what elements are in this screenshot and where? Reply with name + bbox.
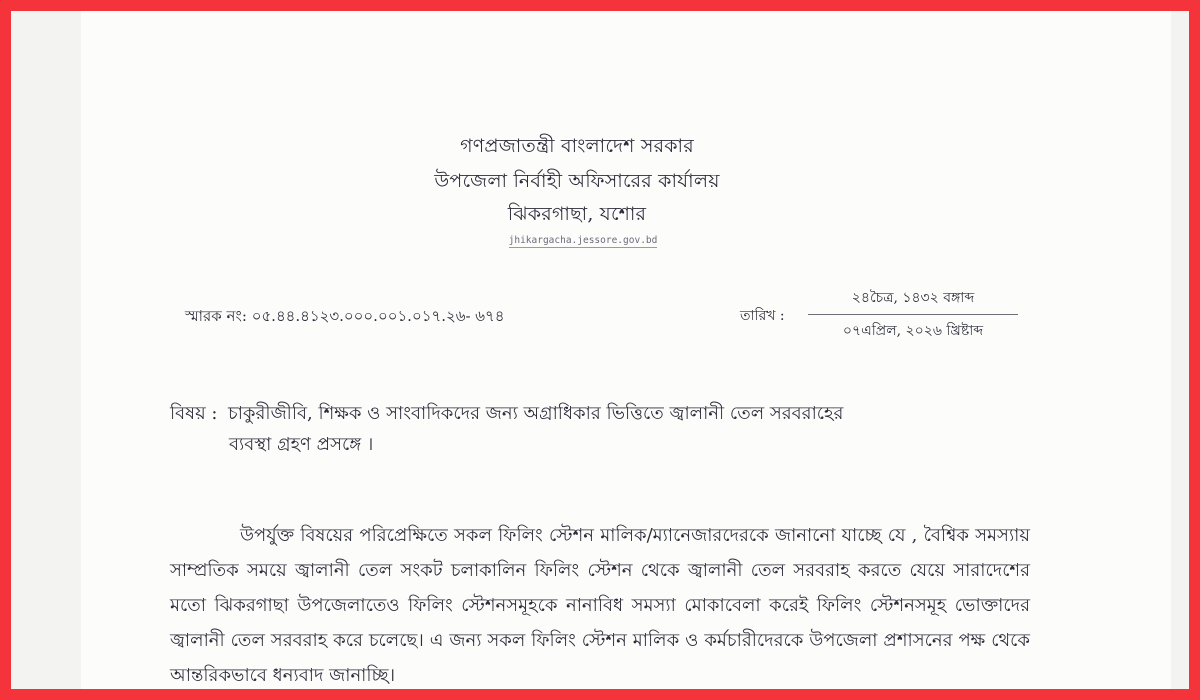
date-label: তারিখ : [740, 308, 785, 324]
website-link[interactable]: jhikargacha.jessore.gov.bd [508, 235, 658, 246]
header-office: উপজেলা নির্বাহী অফিসারের কার্যালয় [434, 170, 720, 192]
subject-text-1: চাকুরীজীবি, শিক্ষক ও সাংবাদিকদের জন্য অগ্রাধিকার ভিত্তিতে জ্বালানী তেল সরবরাহের [228, 403, 844, 424]
date-block [808, 286, 1018, 343]
date-english: ০৭এপ্রিল, ২০২৬ খ্রিষ্টাব্দ [842, 323, 984, 339]
memo-number: স্মারক নং: ০৫.৪৪.৪১২৩.০০০.০০১.০১৭.২৬- ৬৭৪ [185, 307, 505, 325]
date-bangla: ২৪চৈত্র, ১৪৩২ বঙ্গাব্দ [808, 286, 1018, 315]
website-address [0, 235, 1178, 246]
subject-line-2: ব্যবস্থা গ্রহণ প্রসঙ্গে । [229, 434, 374, 455]
subject-line-1 [170, 398, 970, 429]
subject-block [170, 398, 970, 460]
header-location: ঝিকরগাছা, যশোর [507, 203, 647, 225]
body-text: উপর্যুক্ত বিষয়ের পরিপ্রেক্ষিতে সকল ফিলিং স্টেশন মালিক/ম্যানেজারদেরকে জানানো যাচ্ছে যে , বৈশ্বিক সমস্যায় সাম্প্রতিক সময়ে জ্বালানী তেল সংকট চলাকালিন ফিলিং স্টেশন থেকে জ্বালানী তেল সরবরাহ করতে যেয়ে সারাদেশের মতো ঝিকরগাছা উপজেলাতেও ফিলিং স্টেশনসমূহকে নানাবিধ সমস্যা মোকাবেলা করেই ফিলিং স্টেশনসমূহ ভোক্তাদের জ্বালানী তেল সরবরাহ করে চলেছে। এ জন্য সকল ফিলিং স্টেশন মালিক ও কর্মচারীদেরকে উপজেলা প্রশাসনের পক্ষ থেকে আন্তরিকভাবে ধন্যবাদ জানাচ্ছি। [170, 525, 1030, 686]
body-paragraph [170, 518, 1030, 693]
subject-label: বিষয় : [170, 403, 218, 424]
header-government: গণপ্রজাতন্ত্রী বাংলাদেশ সরকার [460, 135, 694, 157]
